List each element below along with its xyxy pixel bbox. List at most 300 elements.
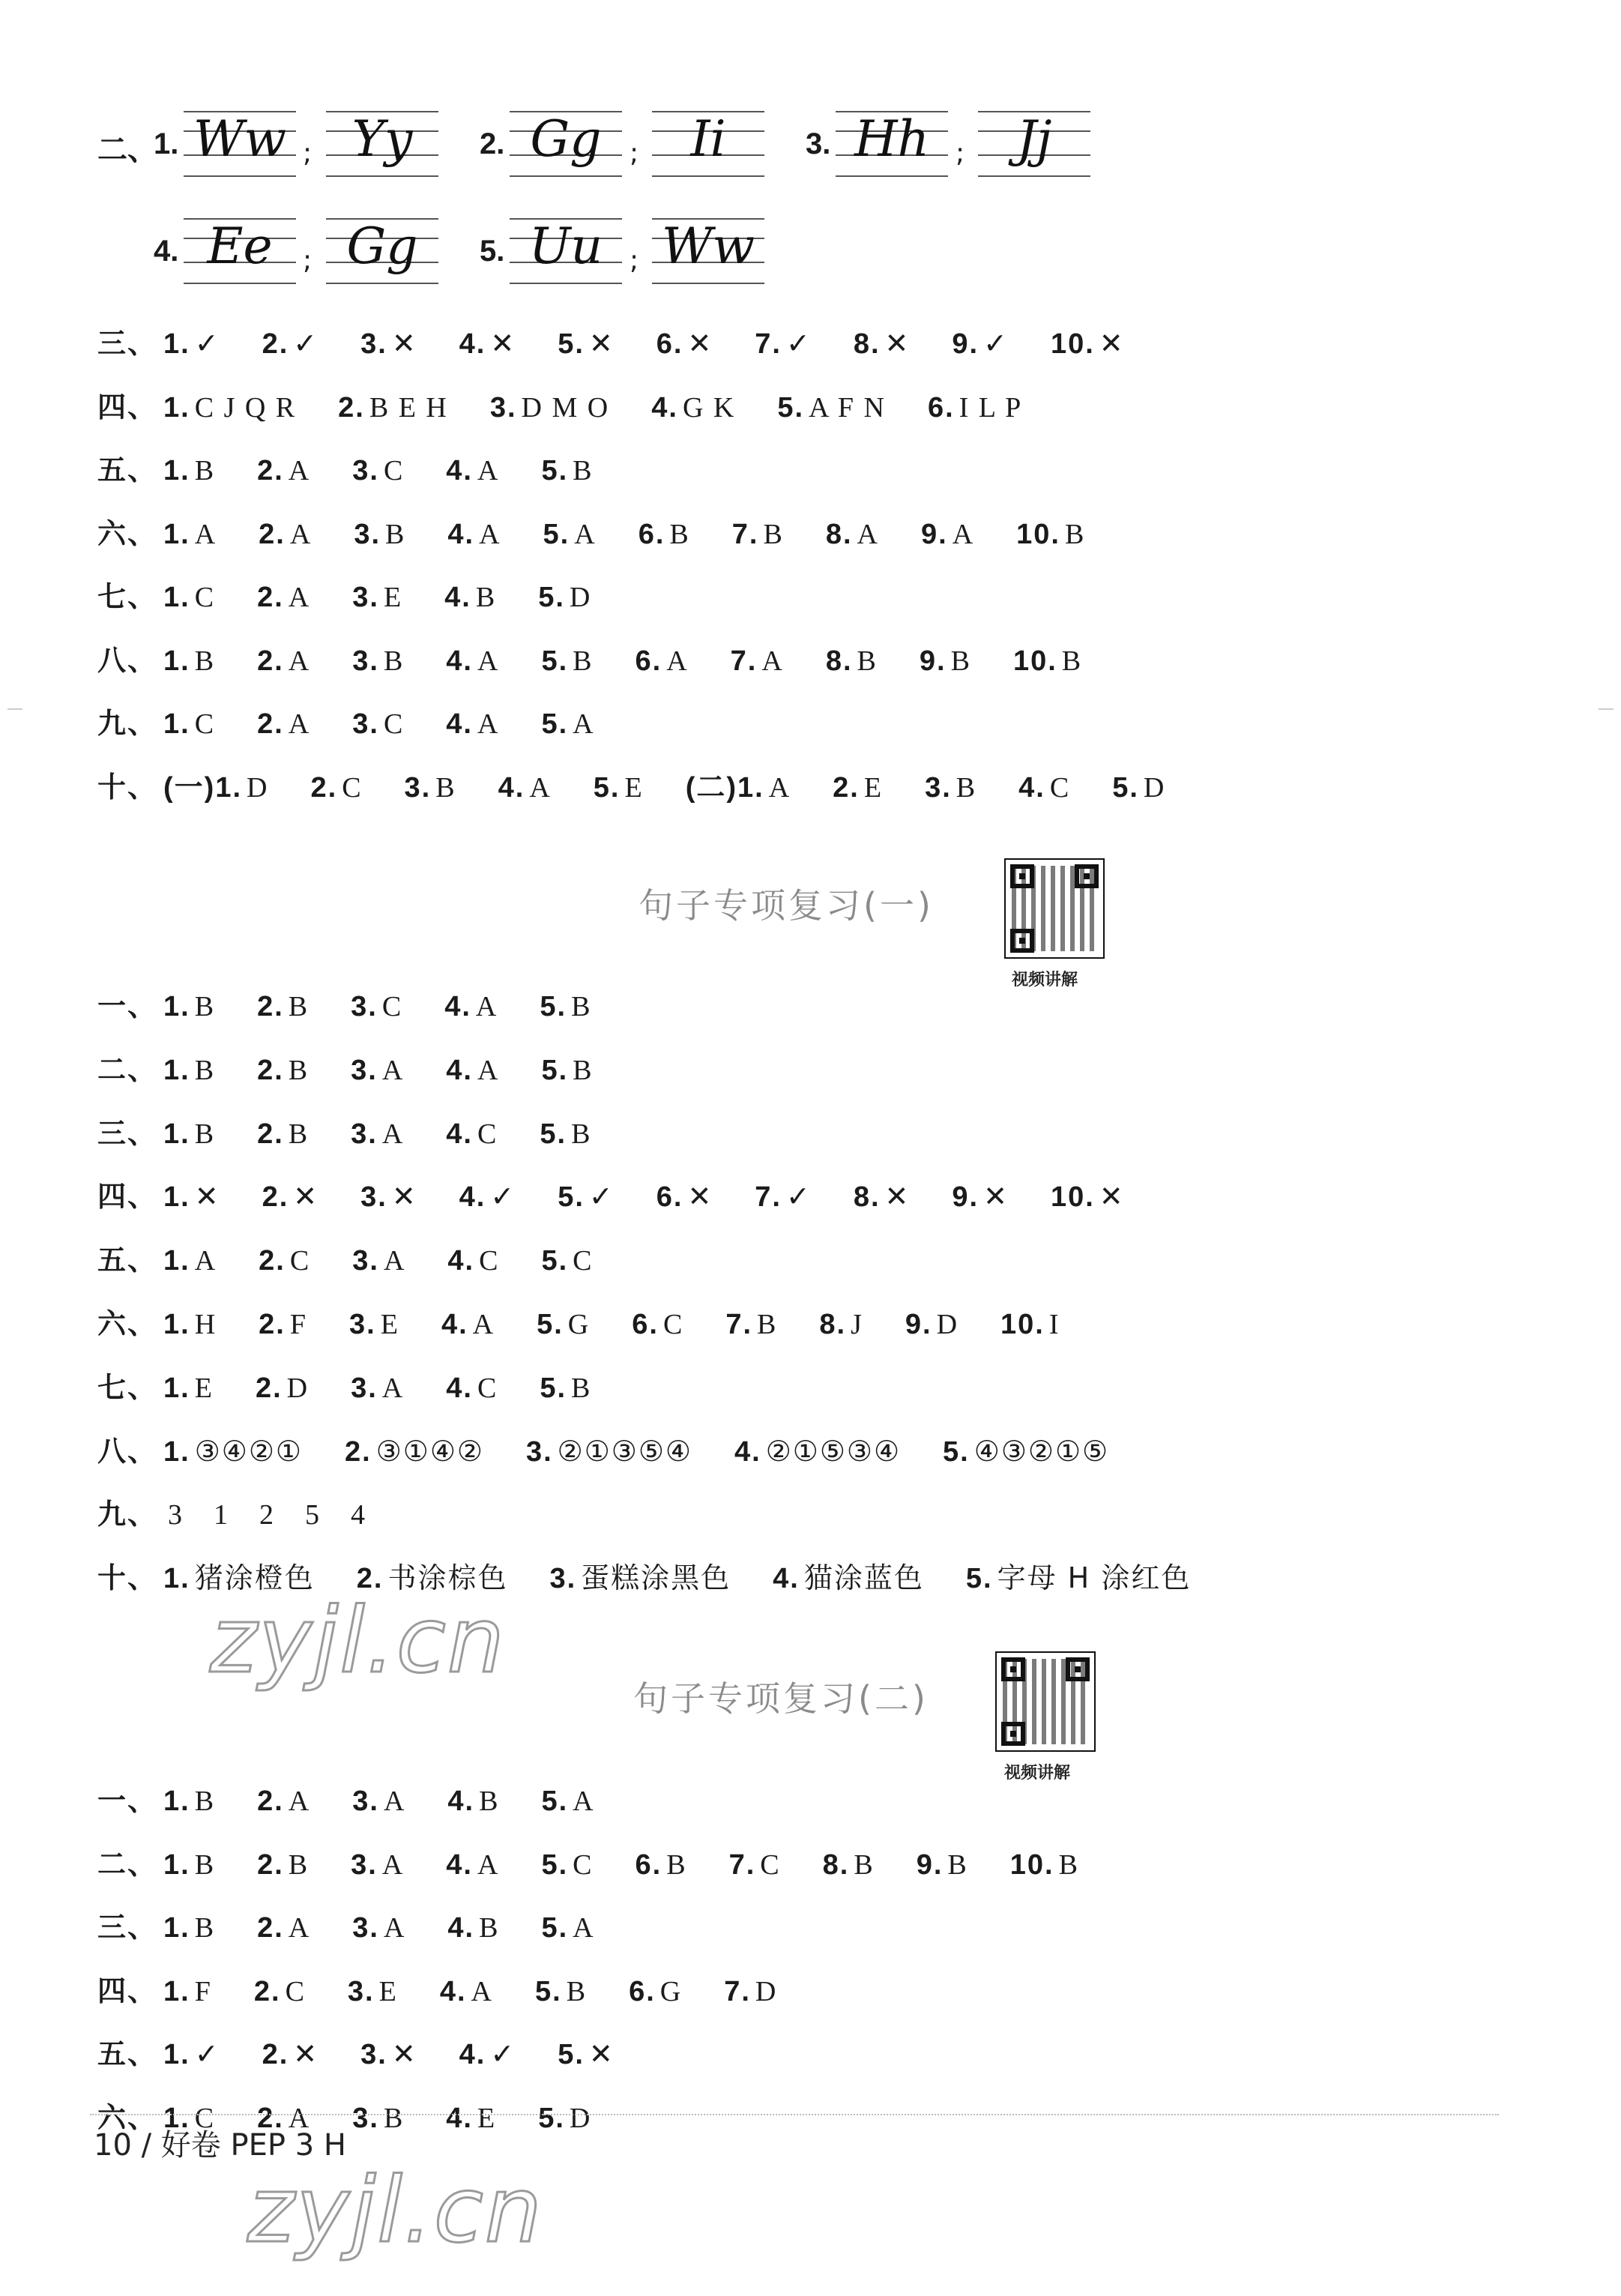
item-number: 5.: [540, 1118, 567, 1150]
answer-value: B: [573, 455, 594, 486]
answer-value: ✓: [490, 1181, 516, 1214]
item-number: 1.: [163, 1786, 190, 1817]
item-number: 5.: [537, 1309, 564, 1340]
letter-box: [652, 105, 764, 180]
item-number: 5.: [541, 1912, 569, 1944]
answer-value: I L P: [959, 391, 1023, 424]
answer-item: [444, 991, 498, 1022]
item-number: 3.: [352, 2102, 379, 2134]
item-number: 5.: [541, 708, 569, 740]
item-number: 7.: [731, 518, 759, 550]
section-label: 二、: [97, 1052, 158, 1086]
item-number: 1.: [163, 1118, 190, 1150]
answer-item: [729, 1849, 781, 1881]
letter-pair: Ee: [207, 217, 273, 275]
answer-item: [352, 2103, 404, 2134]
answer-value: A: [288, 2102, 311, 2134]
item-number: 4.: [444, 991, 471, 1022]
answer-item: [262, 2039, 319, 2070]
answer-value: B: [383, 645, 405, 677]
item-number: 6.: [632, 1309, 659, 1340]
answer-value: A: [381, 1118, 405, 1150]
answer-value: B: [950, 645, 971, 677]
answer-item: [163, 1181, 220, 1213]
answer-value: E: [383, 582, 403, 613]
item-number: 2.: [257, 1054, 284, 1086]
item-number: (一)1.: [163, 771, 243, 804]
answer-item: [823, 1849, 875, 1881]
answer-item: [163, 328, 220, 360]
answer-item: [459, 2039, 516, 2070]
item-number: 2.: [259, 518, 286, 550]
answer-item: [1016, 519, 1085, 550]
answer-item: [352, 1245, 405, 1277]
answer-line: [97, 1047, 636, 1092]
answer-value: A: [477, 1054, 500, 1086]
answer-item: [256, 1373, 309, 1404]
item-number: 5.: [558, 328, 585, 360]
answer-item: [352, 455, 404, 486]
item-number: 3.: [351, 991, 378, 1022]
answer-value: G: [567, 1309, 591, 1340]
answer-line: [97, 765, 1207, 810]
item-number: 3.: [354, 518, 381, 550]
qr-code-icon[interactable]: [995, 1651, 1096, 1752]
letter-pair: Jj: [1016, 110, 1052, 168]
qr-code-icon[interactable]: [1004, 858, 1105, 959]
answer-value: B: [194, 1848, 216, 1881]
item-number: 6.: [635, 1848, 662, 1881]
answer-item: [163, 1055, 215, 1086]
section-heading-2: 句子专项复习(二): [633, 1678, 929, 1719]
item-number: 3.: [525, 1435, 553, 1468]
answer-item: [163, 1976, 212, 2007]
answer-value: ✓: [194, 328, 220, 360]
answer-item: [541, 1912, 594, 1944]
answer-value: C: [194, 582, 216, 613]
answer-line: [97, 1174, 1167, 1219]
answer-value: B: [947, 1848, 968, 1881]
answer-value: 猫涂蓝色: [803, 1561, 924, 1595]
answer-item: [446, 1373, 498, 1404]
item-number: 5.: [943, 1435, 970, 1468]
item-number: 5.: [558, 2039, 585, 2070]
watermark: zyjl.cn: [247, 2159, 543, 2263]
item-number: (二)1.: [685, 771, 764, 804]
answer-value: C: [285, 1975, 306, 2007]
item-number: 3.: [352, 582, 379, 613]
answer-item: [541, 455, 593, 486]
answer-value: D: [936, 1309, 959, 1340]
answer-item: [345, 1436, 484, 1468]
answer-value: A: [288, 1912, 311, 1944]
answer-line: [97, 983, 633, 1028]
answer-value: ✕: [1099, 328, 1125, 360]
answer-value: B: [573, 1054, 594, 1086]
item-number: 1.: [163, 1372, 190, 1404]
answer-value: B: [479, 1786, 500, 1817]
answer-item: [952, 328, 1009, 360]
answer-item: [541, 1849, 593, 1881]
answer-value: ✕: [490, 328, 516, 360]
answer-value: A: [952, 518, 975, 550]
answer-item: [163, 1118, 215, 1150]
item-number: 3.: [489, 391, 517, 424]
answer-value: C: [479, 1245, 500, 1277]
item-number: 10.: [1000, 1309, 1045, 1340]
answer-item: [854, 328, 911, 360]
answer-value: ✕: [1099, 1181, 1125, 1214]
item-number: 4.: [498, 771, 525, 804]
section-label: 一、: [97, 989, 158, 1022]
answer-item: [262, 328, 319, 360]
answer-value: C: [573, 1245, 594, 1277]
answer-item: [163, 1373, 214, 1404]
item-number: 9.: [952, 1181, 979, 1214]
answer-item: [498, 772, 552, 804]
item-number: 1.: [163, 518, 190, 550]
answer-item: [354, 519, 405, 550]
item-number: 1.: [163, 991, 190, 1022]
answer-value: C: [760, 1848, 781, 1881]
item-number: 1.: [163, 391, 190, 424]
answer-line: [97, 2031, 656, 2076]
item-number: 3.: [352, 1245, 379, 1277]
answer-line: [97, 1778, 637, 1823]
answer-line: [97, 1111, 633, 1156]
letter-box: [326, 212, 438, 287]
answer-item: [352, 1786, 405, 1817]
answer-value: B: [1061, 645, 1083, 677]
item-number: 3.: [360, 1181, 387, 1214]
separator: ;: [956, 138, 965, 169]
answer-item: [1018, 772, 1070, 804]
answer-line: [97, 1905, 637, 1950]
item-number: 6.: [638, 518, 665, 550]
answer-item: [163, 708, 215, 740]
section-label: 三、: [97, 1911, 158, 1944]
item-number: 2.: [344, 1435, 372, 1468]
answer-value: A: [477, 1848, 500, 1881]
item-number: 10.: [1050, 1181, 1095, 1214]
answer-value: A: [288, 1786, 311, 1817]
answer-value: C: [194, 708, 216, 740]
answer-value: A: [768, 771, 791, 804]
item-number: 1.: [163, 1912, 190, 1944]
answer-value: C: [383, 708, 405, 740]
item-number: 9.: [916, 1848, 944, 1881]
separator: ;: [630, 245, 639, 276]
answer-value: D: [569, 2102, 592, 2134]
item-number: 4.: [459, 2039, 486, 2070]
answer-item: [352, 645, 404, 677]
item-number: 1.: [163, 2102, 190, 2134]
answer-value: A: [288, 582, 311, 613]
answer-value: B: [956, 771, 977, 804]
answer-item: [163, 1912, 215, 1944]
item-number: 5.: [541, 1786, 569, 1817]
answer-item: [351, 1373, 404, 1404]
section-label: 八、: [97, 1434, 158, 1468]
answer-item: [352, 582, 402, 613]
section-label: 九、: [97, 707, 158, 740]
answer-item: [540, 1118, 591, 1150]
item-number: 2.: [262, 2039, 289, 2070]
answer-item: [819, 1309, 863, 1340]
answer-value: ✕: [687, 328, 713, 360]
answer-line: [97, 1238, 636, 1283]
answer-item: [351, 1118, 404, 1150]
answer-value: C: [289, 1245, 311, 1277]
answer-value: C: [342, 771, 363, 804]
item-number: 3.: [351, 1372, 378, 1404]
answer-value: A: [381, 1054, 405, 1086]
item-number: 4.: [773, 1563, 800, 1595]
answer-item: [1112, 772, 1165, 804]
answer-value: I: [1048, 1309, 1060, 1340]
answer-item: [925, 772, 976, 804]
item-number: 4.: [446, 1054, 473, 1086]
answer-item: [163, 1849, 215, 1881]
section-label: 七、: [97, 1370, 158, 1404]
answer-item: [360, 2039, 417, 2070]
answer-value: ✓: [983, 328, 1009, 360]
answer-value: 书涂棕色: [387, 1561, 508, 1595]
answer-item: [777, 392, 886, 424]
answer-value: A: [381, 1372, 405, 1404]
answer-value: ✕: [687, 1181, 713, 1214]
section-label: 三、: [97, 1116, 158, 1150]
item-number: 3.: [352, 708, 379, 740]
writing-row-1: [0, 105, 1621, 187]
answer-item: [257, 1849, 309, 1881]
answer-line: [97, 385, 1064, 430]
answer-item: [636, 645, 689, 677]
answer-line: [97, 1842, 1121, 1887]
separator: ;: [303, 245, 313, 276]
answer-value: A: [289, 518, 313, 550]
answer-item: [490, 392, 609, 424]
item-number: 1.: [163, 708, 190, 740]
answer-item: [541, 1245, 593, 1277]
answer-value: B: [288, 1054, 310, 1086]
answer-value: 字母 H 涂红色: [997, 1561, 1192, 1595]
answer-value: B: [194, 1912, 216, 1944]
answer-item: [405, 772, 456, 804]
item-number: 2.: [262, 328, 289, 360]
item-number: 1.: [163, 1435, 190, 1468]
letter-box: [836, 105, 948, 180]
answer-item: [905, 1309, 959, 1340]
answer-item: [163, 2039, 220, 2070]
item-number: 8.: [853, 1181, 881, 1214]
answer-item: [538, 582, 591, 613]
answer-item: [163, 582, 215, 613]
answer-value: B: [757, 1309, 778, 1340]
item-number: 2.: [833, 771, 860, 804]
answer-item: [636, 1849, 687, 1881]
answer-value: F: [194, 1975, 212, 2007]
answer-item: [686, 772, 791, 804]
answer-value: A: [574, 518, 597, 550]
item-number: 5.: [541, 455, 569, 486]
answer-value: F: [289, 1309, 308, 1340]
answer-item: [440, 1976, 493, 2007]
item-number: 3.: [806, 127, 831, 160]
answer-value: B: [288, 991, 310, 1022]
answer-value: B: [288, 1848, 310, 1881]
answer-value: 蛋糕涂黑色: [581, 1561, 731, 1595]
answer-line: [97, 321, 1167, 366]
item-number: 4.: [154, 235, 179, 268]
item-number: 10.: [1050, 328, 1095, 360]
answer-value: ✕: [293, 2039, 319, 2070]
item-number: 4.: [446, 708, 473, 740]
answer-item: [163, 1499, 366, 1531]
answer-item: [446, 2103, 496, 2134]
item-number: 2.: [257, 1848, 284, 1881]
item-number: 4.: [446, 2102, 473, 2134]
item-number: 4.: [446, 1118, 473, 1150]
answer-value: ③④②①: [194, 1435, 303, 1468]
item-number: 10.: [1016, 518, 1060, 550]
answer-item: [928, 392, 1022, 424]
answer-value: G K: [682, 391, 736, 424]
item-number: 5.: [965, 1563, 993, 1595]
answer-item: [639, 519, 690, 550]
answer-item: [558, 2039, 615, 2070]
letter-box: [184, 212, 296, 287]
item-number: 5.: [558, 1181, 585, 1214]
answer-line: [97, 448, 636, 492]
item-number: 4.: [447, 1245, 475, 1277]
answer-line: [97, 1365, 633, 1410]
answer-item: [352, 1912, 405, 1944]
answer-line: [97, 511, 1127, 556]
item-number: 3.: [352, 455, 379, 486]
item-number: 3.: [352, 1786, 379, 1817]
item-number: 2.: [257, 708, 284, 740]
item-number: 9.: [905, 1309, 932, 1340]
item-number: 2.: [257, 1118, 284, 1150]
answer-value: C: [477, 1372, 498, 1404]
answer-item: [656, 328, 713, 360]
answer-item: [540, 991, 591, 1022]
item-number: 5.: [1112, 771, 1139, 804]
answer-item: [163, 772, 268, 804]
answer-item: [257, 582, 310, 613]
letter-pair: Ww: [193, 110, 287, 168]
item-number: 1.: [163, 1975, 190, 2007]
answer-value: 3 1 2 5 4: [168, 1499, 367, 1531]
answer-value: A: [477, 708, 500, 740]
answer-item: [163, 645, 215, 677]
answer-item: [541, 1786, 594, 1817]
answer-item: [257, 1786, 310, 1817]
answer-value: A: [472, 1309, 495, 1340]
separator: ;: [630, 138, 639, 169]
section-label: 六、: [97, 1307, 158, 1340]
answer-value: A: [194, 1245, 217, 1277]
item-number: 5.: [777, 391, 805, 424]
answer-value: C: [194, 2102, 216, 2134]
answer-line: [97, 574, 633, 619]
item-number: 2.: [253, 1975, 281, 2007]
item-number: 4.: [447, 1786, 475, 1817]
answer-item: [594, 772, 644, 804]
answer-value: ✓: [786, 328, 812, 360]
item-number: 5.: [540, 991, 567, 1022]
answer-value: ✕: [884, 1181, 911, 1214]
answer-value: B: [479, 1912, 500, 1944]
item-number: 3.: [351, 1118, 378, 1150]
answer-item: [447, 519, 501, 550]
answer-value: ②①⑤③④: [765, 1435, 902, 1468]
letter-box: [978, 105, 1090, 180]
answer-item: [446, 1055, 499, 1086]
answer-value: B: [194, 1118, 216, 1150]
item-number: 2.: [310, 771, 338, 804]
answer-item: [833, 772, 883, 804]
item-number: 8.: [825, 645, 853, 677]
item-number: 4.: [444, 582, 471, 613]
answer-value: E: [194, 1372, 214, 1404]
answer-item: [558, 1181, 615, 1213]
item-number: 4.: [446, 455, 473, 486]
footer-divider: [90, 2114, 1499, 2115]
answer-value: C J Q R: [194, 391, 297, 424]
item-number: 3.: [347, 1975, 375, 2007]
answer-value: C: [573, 1848, 594, 1881]
answer-item: [629, 1976, 682, 2007]
answer-item: [966, 1563, 1191, 1594]
separator: ;: [303, 138, 313, 169]
item-number: 4.: [446, 645, 473, 677]
answer-value: J: [851, 1309, 863, 1340]
answer-item: [917, 1849, 968, 1881]
answer-item: [854, 1181, 911, 1213]
answer-item: [734, 1436, 901, 1468]
section-heading-1: 句子专项复习(一): [639, 885, 934, 926]
answer-value: A: [666, 645, 689, 677]
answer-item: [447, 1245, 499, 1277]
answer-value: B: [194, 455, 216, 486]
letter-pair: Gg: [346, 217, 418, 275]
answer-item: [538, 2103, 591, 2134]
answer-item: [360, 328, 417, 360]
item-number: 4.: [447, 518, 475, 550]
item-number: 3.: [925, 771, 952, 804]
answer-item: [441, 1309, 495, 1340]
answer-value: B: [194, 1054, 216, 1086]
answer-item: [257, 1912, 310, 1944]
item-number: 5.: [541, 1054, 569, 1086]
item-number: 7.: [728, 1848, 756, 1881]
answer-value: ✓: [786, 1181, 812, 1214]
answer-value: G: [659, 1975, 683, 2007]
item-number: 4.: [459, 328, 486, 360]
letter-pair: Ii: [690, 110, 726, 168]
answer-value: A: [383, 1245, 406, 1277]
item-number: 3.: [352, 1912, 379, 1944]
item-number: 4.: [446, 1372, 473, 1404]
section-label: 四、: [97, 1974, 158, 2007]
answer-item: [257, 455, 310, 486]
answer-item: [1010, 1849, 1079, 1881]
item-number: 4.: [1018, 771, 1045, 804]
edge-mark: [7, 708, 22, 710]
answer-item: [447, 1786, 499, 1817]
